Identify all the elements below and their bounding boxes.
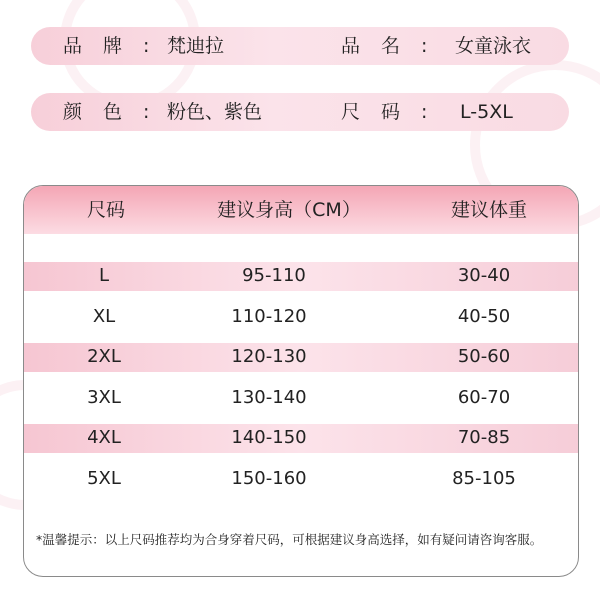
header-height: 建议身高（CM） <box>217 199 361 221</box>
color-value: 粉色、紫色 <box>167 101 263 123</box>
cell-height: 95-110 <box>242 265 306 286</box>
cell-size: 4XL <box>87 427 121 448</box>
cell-size: 3XL <box>87 387 121 408</box>
product-name-value: 女童泳衣 <box>455 35 532 57</box>
cell-height: 130-140 <box>231 387 307 408</box>
size-value: L-5XL <box>460 101 513 123</box>
cell-weight: 50-60 <box>457 346 511 367</box>
size-chart-card <box>23 185 579 577</box>
cell-weight: 60-70 <box>457 387 511 408</box>
size-tip-note: *温馨提示：以上尺码推荐均为合身穿着尺码，可根据建议身高选择，如有疑问请咨询客服。 <box>36 532 543 547</box>
cell-height: 150-160 <box>231 468 307 489</box>
brand-label: 品牌: <box>63 35 171 57</box>
product-name-label: 品名: <box>341 35 449 57</box>
cell-height: 140-150 <box>231 427 307 448</box>
cell-size: L <box>98 265 110 286</box>
cell-weight: 85-105 <box>452 468 516 489</box>
cell-height: 110-120 <box>231 306 307 327</box>
brand-value: 梵迪拉 <box>167 35 225 57</box>
color-label: 颜色: <box>63 101 171 123</box>
size-label: 尺码: <box>341 101 449 123</box>
cell-size: XL <box>92 306 116 327</box>
size-chart-header <box>24 186 578 234</box>
cell-weight: 30-40 <box>457 265 511 286</box>
cell-size: 5XL <box>87 468 121 489</box>
cell-weight: 40-50 <box>457 306 511 327</box>
header-weight: 建议体重 <box>450 199 527 221</box>
cell-size: 2XL <box>87 346 121 367</box>
cell-weight: 70-85 <box>457 427 511 448</box>
cell-height: 120-130 <box>231 346 307 367</box>
header-size: 尺码 <box>86 199 125 221</box>
